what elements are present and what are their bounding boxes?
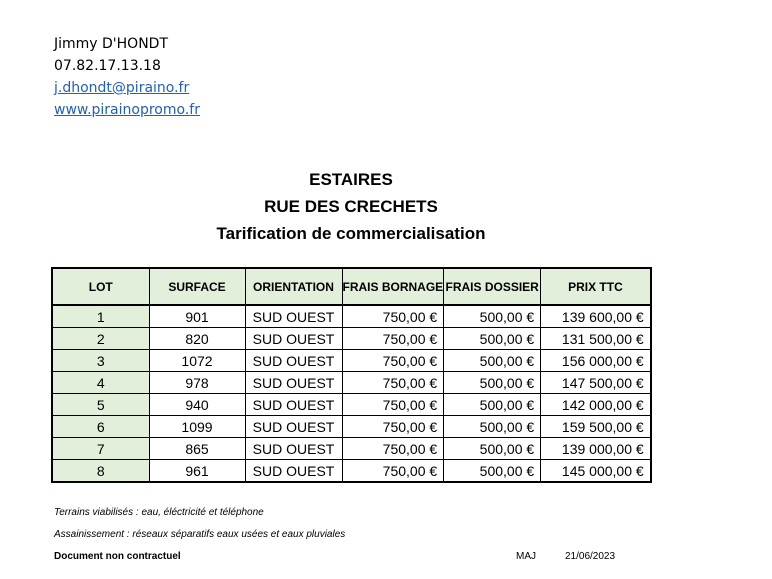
cell-prix-ttc: 131 500,00 € xyxy=(541,328,651,350)
cell-orientation: SUD OUEST xyxy=(245,438,342,460)
cell-orientation: SUD OUEST xyxy=(245,372,342,394)
header-frais-bornage: FRAIS BORNAGE xyxy=(342,268,444,305)
table-row xyxy=(52,350,651,372)
cell-prix-ttc: 147 500,00 € xyxy=(541,372,651,394)
title-street: RUE DES CRECHETS xyxy=(264,197,438,216)
cell-surface: 978 xyxy=(149,372,245,394)
cell-prix-ttc: 139 600,00 € xyxy=(541,305,651,328)
cell-surface: 940 xyxy=(149,394,245,416)
note-assainissement: Assainissement : réseaux séparatifs eaux usées et eaux pluviales xyxy=(54,529,346,540)
table-row xyxy=(52,460,651,483)
contact-block xyxy=(54,33,200,121)
header-lot: LOT xyxy=(52,268,149,305)
cell-frais-bornage: 750,00 € xyxy=(342,372,444,394)
contact-email-link[interactable]: j.dhondt@piraino.fr xyxy=(54,80,190,96)
header-surface: SURFACE xyxy=(149,268,245,305)
cell-surface: 1072 xyxy=(149,350,245,372)
header-frais-dossier: FRAIS DOSSIER xyxy=(444,268,541,305)
cell-frais-bornage: 750,00 € xyxy=(342,416,444,438)
cell-prix-ttc: 145 000,00 € xyxy=(541,460,651,483)
cell-orientation: SUD OUEST xyxy=(245,328,342,350)
cell-lot: 7 xyxy=(52,438,149,460)
cell-frais-dossier: 500,00 € xyxy=(444,350,541,372)
cell-frais-bornage: 750,00 € xyxy=(342,328,444,350)
cell-frais-bornage: 750,00 € xyxy=(342,460,444,483)
cell-surface: 820 xyxy=(149,328,245,350)
maj-label: MAJ xyxy=(516,551,536,562)
table-row xyxy=(52,394,651,416)
table-row xyxy=(52,438,651,460)
table-row xyxy=(52,328,651,350)
contact-website-link[interactable]: www.pirainopromo.fr xyxy=(54,102,200,118)
cell-orientation: SUD OUEST xyxy=(245,394,342,416)
title-block xyxy=(52,166,650,247)
cell-frais-dossier: 500,00 € xyxy=(444,372,541,394)
cell-frais-dossier: 500,00 € xyxy=(444,328,541,350)
cell-orientation: SUD OUEST xyxy=(245,416,342,438)
table-header-row xyxy=(52,268,651,305)
note-viabilises: Terrains viabilisés : eau, éléctricité et téléphone xyxy=(54,507,264,518)
note-disclaimer: Document non contractuel xyxy=(54,551,181,562)
contact-phone: 07.82.17.13.18 xyxy=(54,58,161,74)
cell-lot: 3 xyxy=(52,350,149,372)
cell-surface: 961 xyxy=(149,460,245,483)
cell-frais-dossier: 500,00 € xyxy=(444,394,541,416)
cell-frais-bornage: 750,00 € xyxy=(342,394,444,416)
pricing-table xyxy=(51,267,652,483)
cell-prix-ttc: 156 000,00 € xyxy=(541,350,651,372)
cell-prix-ttc: 139 000,00 € xyxy=(541,438,651,460)
cell-prix-ttc: 159 500,00 € xyxy=(541,416,651,438)
cell-lot: 6 xyxy=(52,416,149,438)
title-subtitle: Tarification de commercialisation xyxy=(216,224,486,243)
contact-name: Jimmy D'HONDT xyxy=(54,36,169,52)
cell-prix-ttc: 142 000,00 € xyxy=(541,394,651,416)
header-orientation: ORIENTATION xyxy=(245,268,342,305)
table-row xyxy=(52,305,651,328)
maj-date: 21/06/2023 xyxy=(565,551,616,562)
cell-frais-bornage: 750,00 € xyxy=(342,350,444,372)
cell-surface: 865 xyxy=(149,438,245,460)
table-row xyxy=(52,372,651,394)
cell-frais-bornage: 750,00 € xyxy=(342,305,444,328)
cell-orientation: SUD OUEST xyxy=(245,305,342,328)
cell-surface: 901 xyxy=(149,305,245,328)
cell-orientation: SUD OUEST xyxy=(245,460,342,483)
cell-frais-dossier: 500,00 € xyxy=(444,460,541,483)
title-town: ESTAIRES xyxy=(309,170,393,189)
cell-frais-bornage: 750,00 € xyxy=(342,438,444,460)
header-prix-ttc: PRIX TTC xyxy=(541,268,651,305)
cell-lot: 1 xyxy=(52,305,149,328)
cell-lot: 5 xyxy=(52,394,149,416)
cell-orientation: SUD OUEST xyxy=(245,350,342,372)
table-row xyxy=(52,416,651,438)
cell-lot: 2 xyxy=(52,328,149,350)
cell-surface: 1099 xyxy=(149,416,245,438)
cell-frais-dossier: 500,00 € xyxy=(444,305,541,328)
cell-frais-dossier: 500,00 € xyxy=(444,416,541,438)
cell-lot: 4 xyxy=(52,372,149,394)
table-body xyxy=(52,305,651,482)
cell-frais-dossier: 500,00 € xyxy=(444,438,541,460)
cell-lot: 8 xyxy=(52,460,149,483)
